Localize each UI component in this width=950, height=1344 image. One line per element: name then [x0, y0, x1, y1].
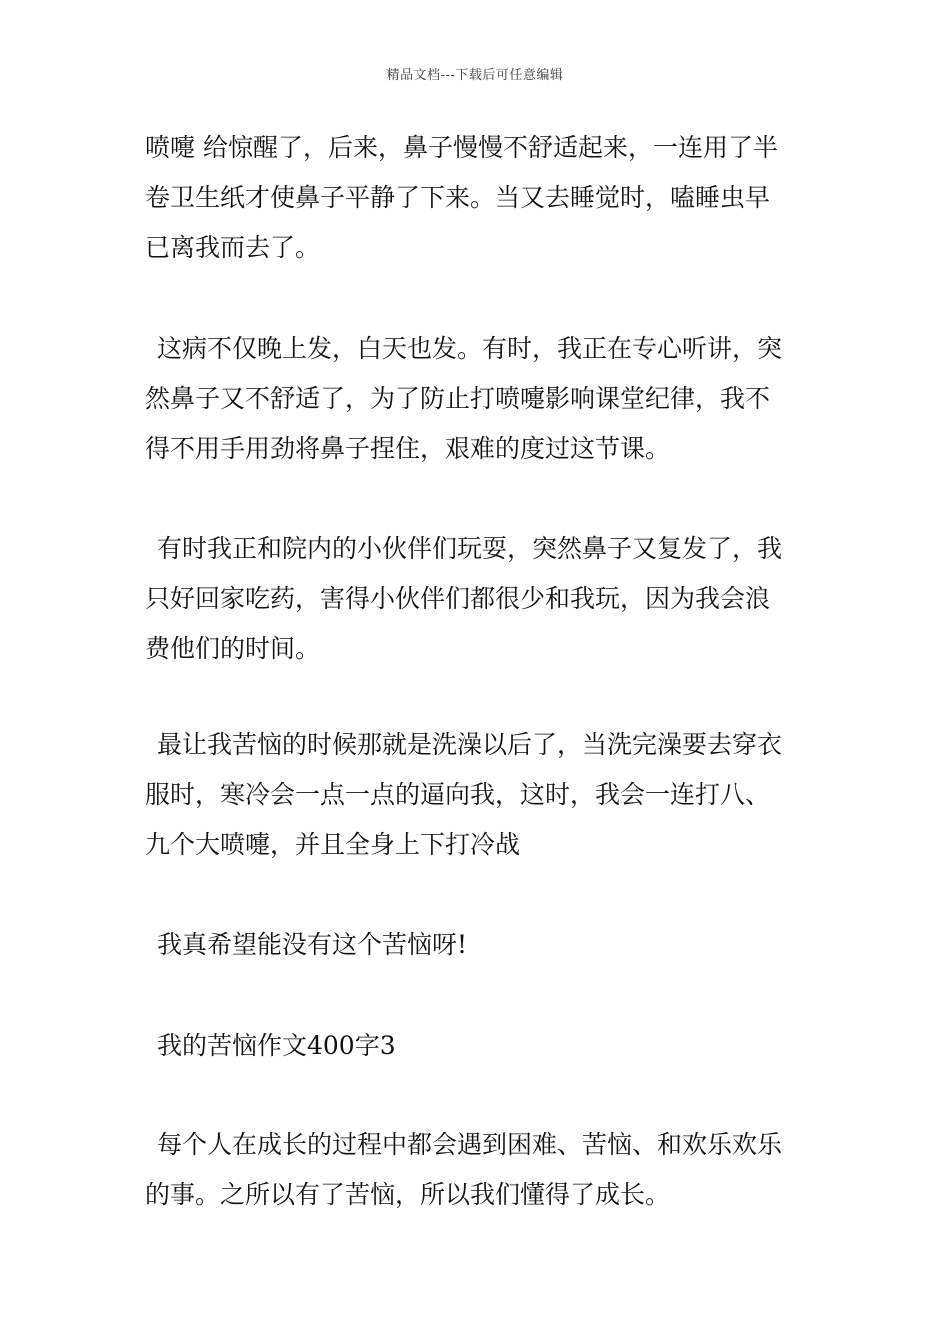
paragraph-4 — [145, 720, 810, 870]
section-title — [145, 1021, 810, 1071]
text-line: 我真希望能没有这个苦恼呀! — [157, 930, 468, 959]
text-line: 已离我而去了。 — [145, 233, 321, 262]
text-line: 服时，寒冷会一点一点的逼向我，这时，我会一连打八、 — [145, 780, 771, 809]
text-line: 喷嚏 给惊醒了，后来，鼻子慢慢不舒适起来，一连用了半 — [145, 133, 778, 162]
paragraph-3 — [145, 524, 810, 674]
text-line: 每个人在成长的过程中都会遇到困难、苦恼、和欢乐欢乐 — [157, 1130, 783, 1159]
text-line: 的事。之所以有了苦恼，所以我们懂得了成长。 — [145, 1180, 671, 1209]
text-line: 得不用手用劲将鼻子捏住，艰难的度过这节课。 — [145, 434, 671, 463]
text-line: 我的苦恼作文400字3 — [157, 1031, 396, 1060]
text-line: 最让我苦恼的时候那就是洗澡以后了，当洗完澡要去穿衣 — [157, 730, 783, 759]
text-line: 有时我正和院内的小伙伴们玩耍，突然鼻子又复发了，我 — [157, 534, 783, 563]
paragraph-2 — [145, 324, 810, 474]
text-line: 九个大喷嚏，并且全身上下打冷战 — [145, 830, 521, 859]
page-header: 精品文档---下载后可任意编辑 — [386, 68, 564, 83]
text-line: 这病不仅晚上发，白天也发。有时，我正在专心听讲，突 — [157, 334, 783, 363]
text-line: 卷卫生纸才使鼻子平静了下来。当又去睡觉时，嗑睡虫早 — [145, 183, 771, 212]
paragraph-6 — [145, 1120, 810, 1220]
paragraph-5 — [145, 920, 810, 970]
paragraph-1 — [145, 123, 810, 273]
text-line: 只好回家吃药，害得小伙伴们都很少和我玩，因为我会浪 — [145, 584, 771, 613]
text-line: 然鼻子又不舒适了，为了防止打喷嚏影响课堂纪律，我不 — [145, 384, 771, 413]
text-line: 费他们的时间。 — [145, 634, 321, 663]
